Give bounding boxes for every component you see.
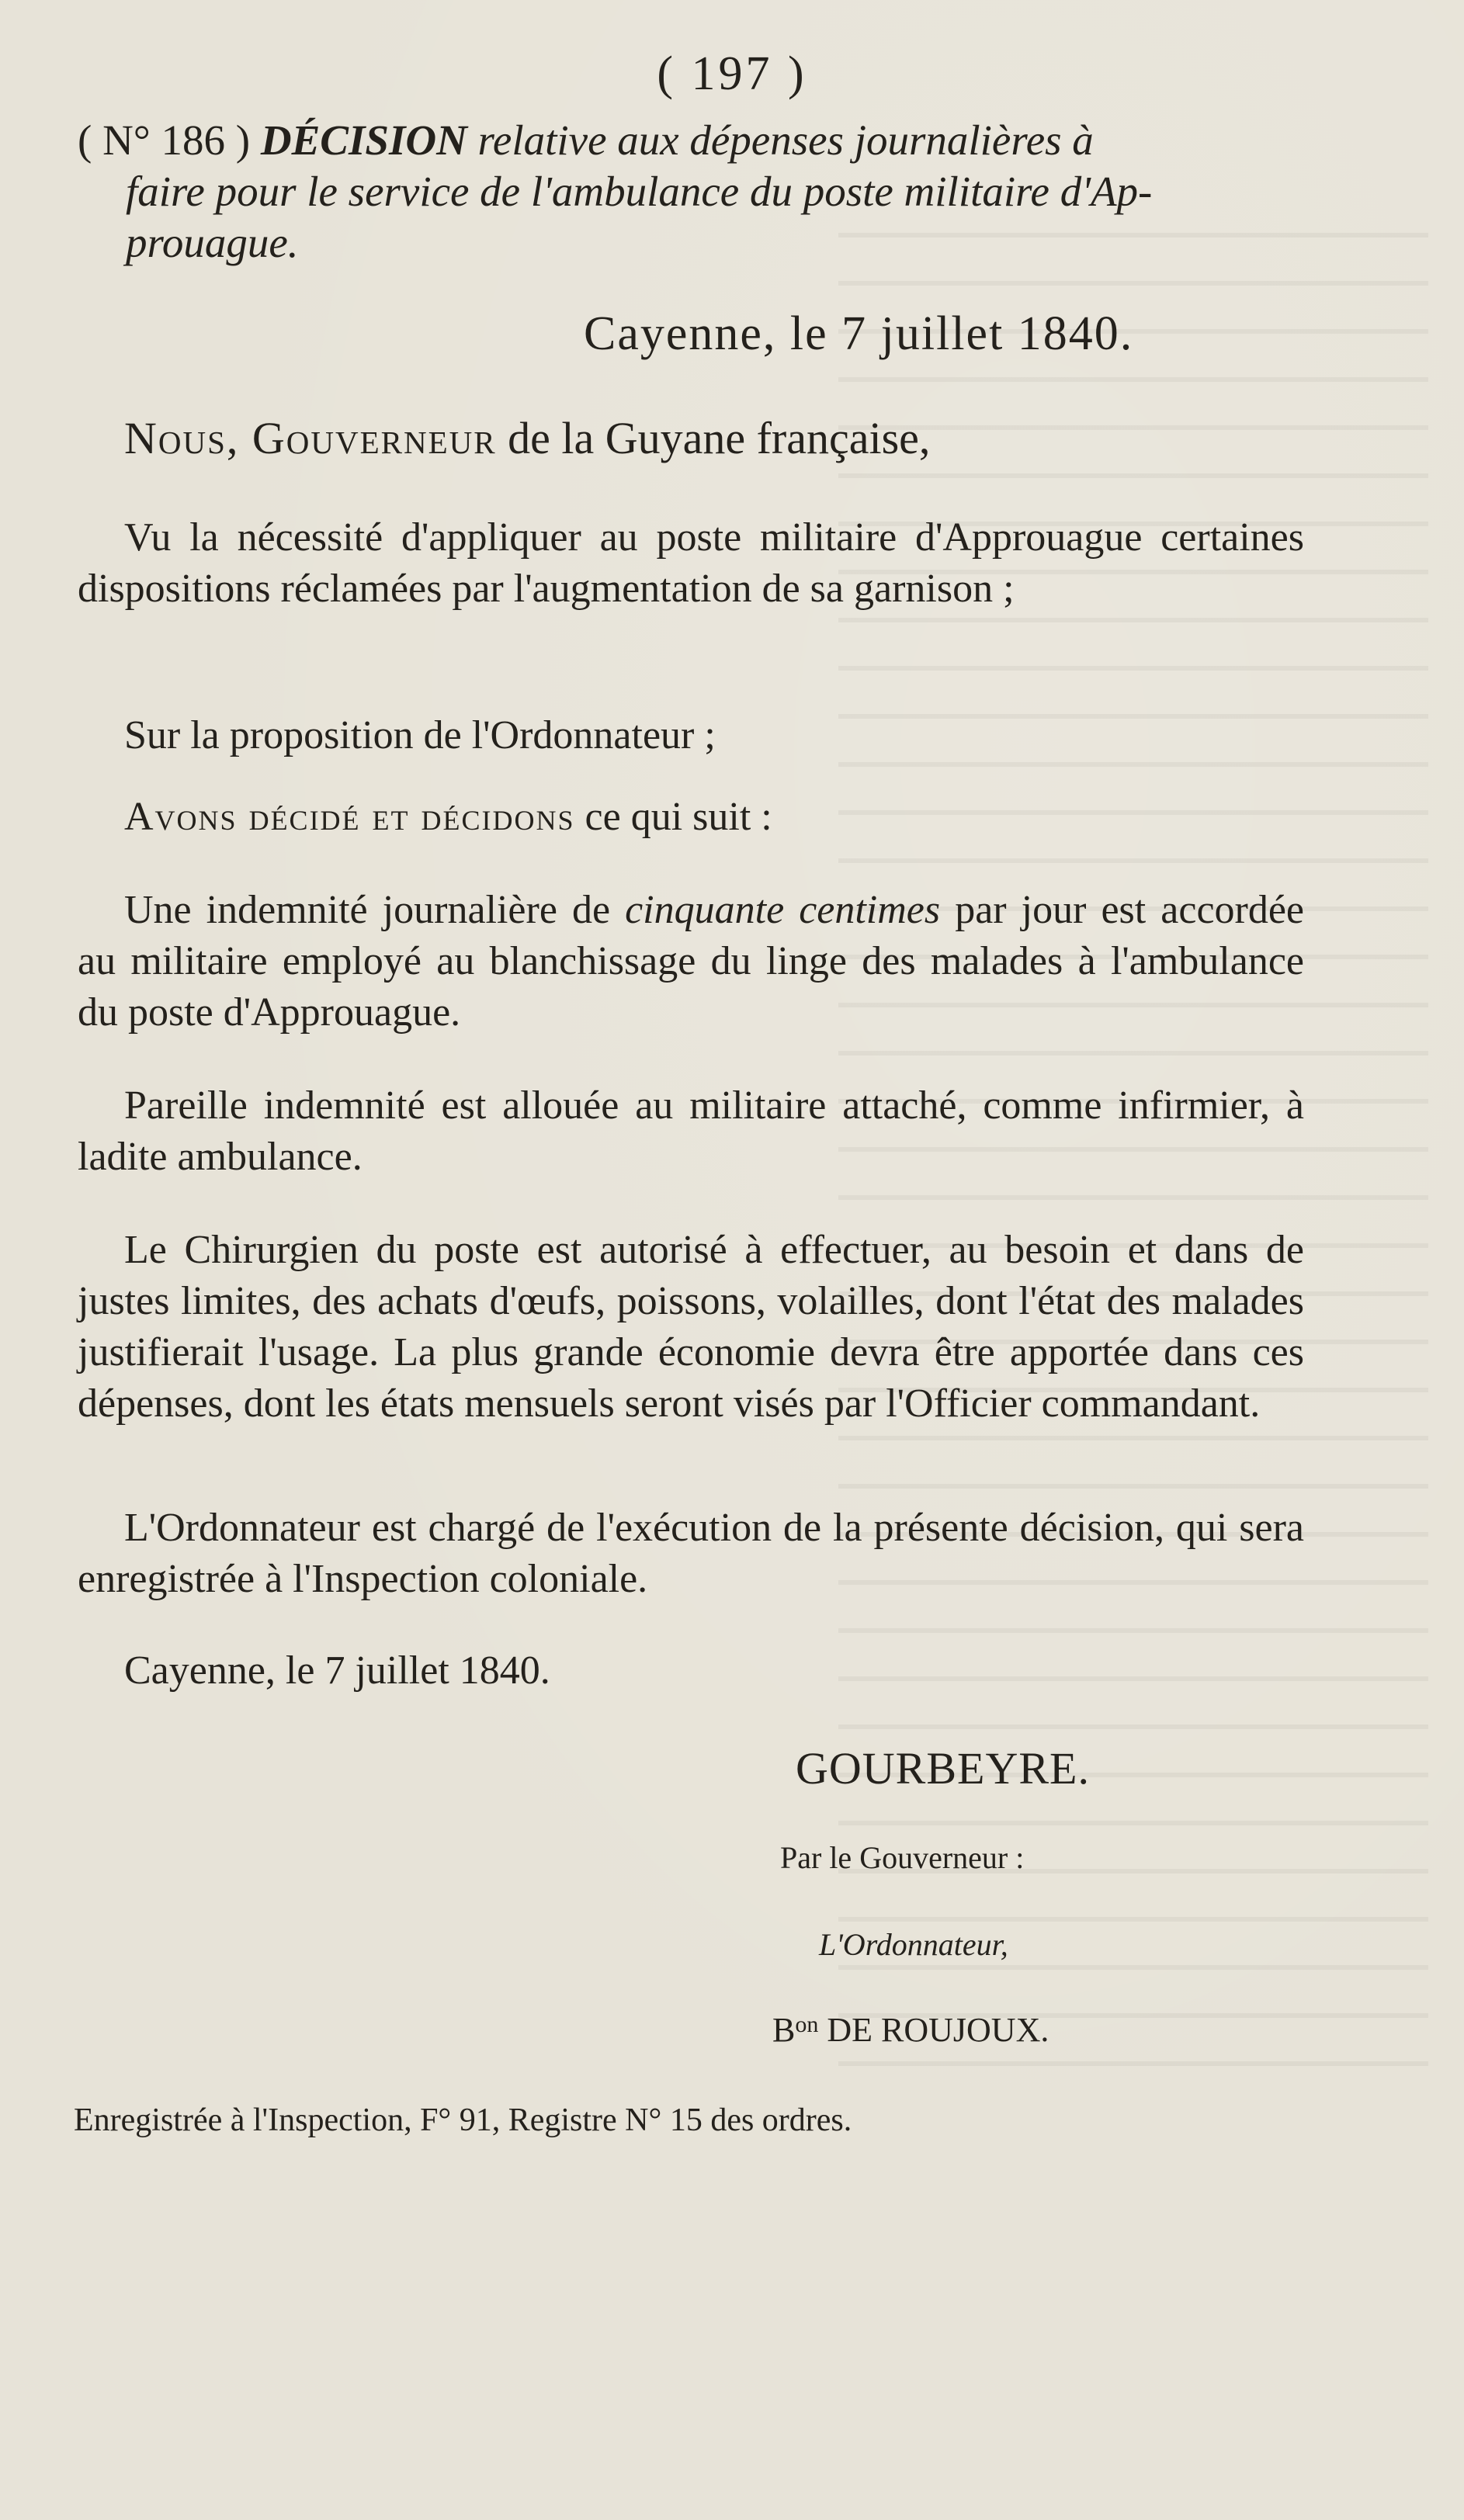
article-1-after: par jour est accordée au militaire employé au blanchissage du linge des malades à l'ambulance du poste d'Approuague. — [78, 888, 1304, 1035]
baron-sup: on — [795, 2012, 819, 2037]
article-1-italic: cinquante centimes — [625, 888, 941, 932]
registration-note: Enregistrée à l'Inspection, F° 91, Registre N° 15 des ordres. — [74, 2102, 852, 2138]
avons-caps: Avons décidé et décidons — [124, 795, 575, 839]
avons-rest: ce qui suit : — [574, 795, 772, 839]
decision-description-line2: faire pour le service de l'ambulance du poste militaire d'Ap- — [126, 168, 1153, 215]
article-2: Pareille indemnité est allouée au militaire attaché, comme infirmier, à ladite ambulance. — [78, 1083, 1304, 1179]
signature-par: Par le Gouverneur : — [780, 1840, 1025, 1875]
article-3: Le Chirurgien du poste est autorisé à effectuer, au besoin et dans de justes limites, des achats d'œufs, poissons, volailles, dont l'état des malades justifierait l'usage. La plus grande économie devra être apportée dans ces dépenses, dont les états mensuels seront visés par l'Officier commandant. — [78, 1228, 1304, 1426]
signature-name: GOURBEYRE. — [796, 1743, 1090, 1794]
baron-abbr: B — [772, 2011, 796, 2049]
signature-role: L'Ordonnateur, — [819, 1927, 1008, 1962]
paragraph-sur: Sur la proposition de l'Ordonnateur ; — [124, 713, 716, 757]
article-1 — [78, 885, 1304, 1038]
signature-baron — [772, 2010, 1049, 2050]
article-1-before: Une indemnité journalière de — [124, 888, 626, 932]
decision-number: ( N° 186 ) — [78, 116, 251, 164]
decision-description-line1: relative aux dépenses journalières à — [477, 116, 1094, 164]
article-4: L'Ordonnateur est chargé de l'exécution de la présente décision, qui sera enregistrée à l'Inspection coloniale. — [78, 1506, 1304, 1601]
baron-name: DE ROUJOUX. — [818, 2011, 1049, 2049]
page-number: ( 197 ) — [657, 47, 807, 100]
preamble-nous: Nous, Gouverneur — [124, 413, 497, 463]
date-footer: Cayenne, le 7 juillet 1840. — [124, 1648, 550, 1693]
preamble-rest: de la Guyane française, — [496, 413, 931, 463]
decision-description-line3: prouague. — [126, 219, 299, 266]
decision-heading — [78, 115, 1304, 269]
decision-title: DÉCISION — [260, 116, 467, 164]
preamble — [78, 413, 1304, 466]
date-header: Cayenne, le 7 juillet 1840. — [584, 307, 1134, 360]
paragraph-vu: Vu la nécessité d'appliquer au poste militaire d'Approuague certaines dispositions réclamées par l'augmentation de sa garnison ; — [78, 515, 1304, 611]
paragraph-avons — [78, 792, 1304, 843]
